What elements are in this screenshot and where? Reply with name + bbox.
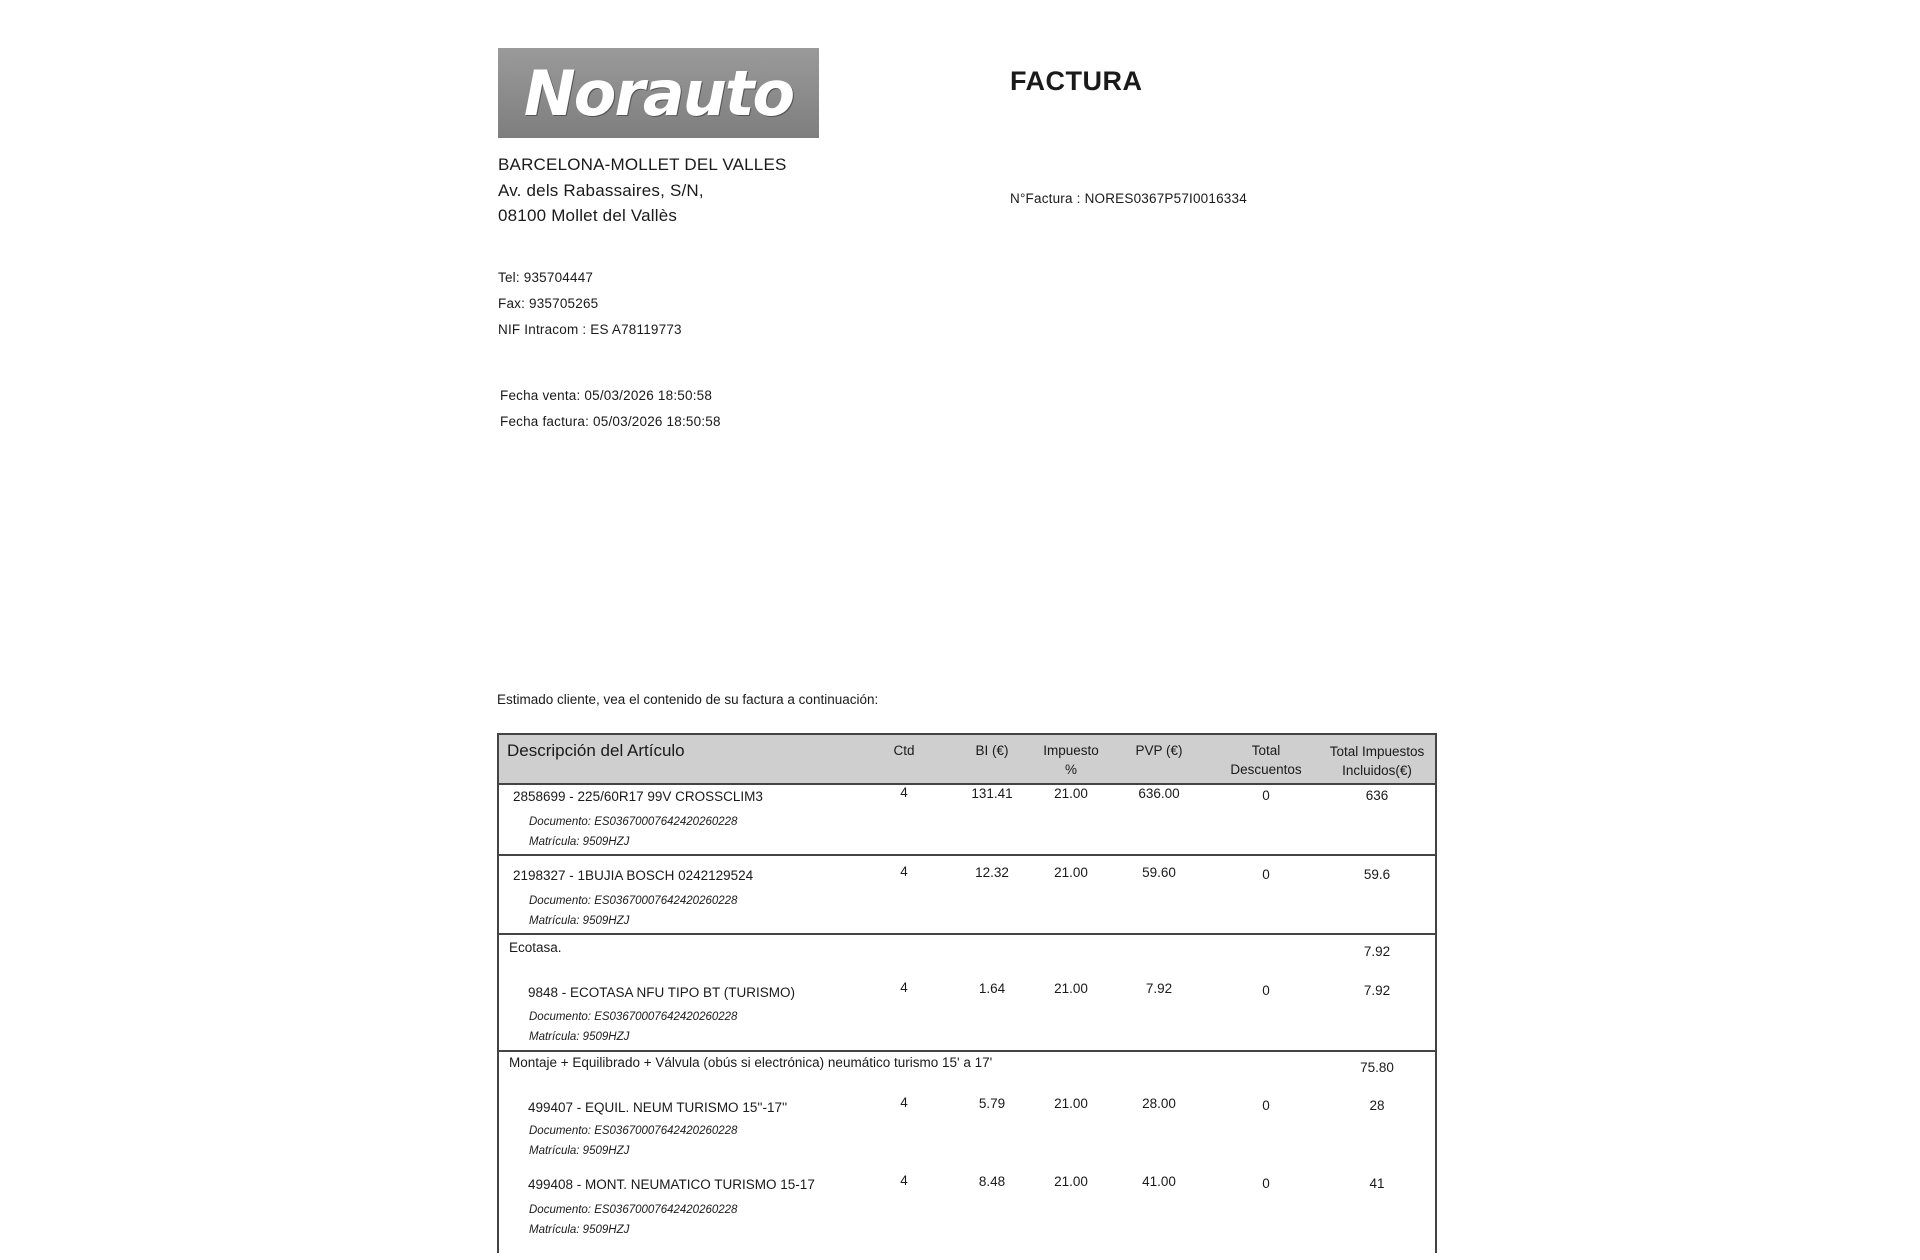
sale-date: Fecha venta: 05/03/2026 18:50:58 [500,388,713,403]
row-total: 7.92 [1363,983,1391,998]
row-quantity: 4 [900,980,908,995]
header-discounts-line1: Total [1251,743,1281,758]
header-discounts [1221,741,1311,779]
logo-text: Norauto [523,56,794,130]
row-base: 5.79 [978,1096,1006,1111]
row-discount: 0 [1262,1176,1270,1191]
row-tax: 21.00 [1054,786,1088,801]
table-header [499,735,1435,785]
row-tax: 21.00 [1054,865,1088,880]
row-total: 28 [1369,1098,1385,1113]
row-tax: 21.00 [1054,1174,1088,1189]
row-quantity: 4 [900,1173,908,1188]
header-tax [1031,741,1111,779]
header-quantity: Ctd [893,743,915,758]
store-fax: Fax: 935705265 [498,296,599,311]
group-total: 7.92 [1363,944,1391,959]
row-plate: Matrícula: 9509HZJ [529,1224,630,1236]
row-description: 9848 - ECOTASA NFU TIPO BT (TURISMO) [528,985,796,1000]
header-tax-line1: Impuesto [1043,743,1099,758]
row-discount: 0 [1262,788,1270,803]
store-address-line2: 08100 Mollet del Vallès [498,206,678,225]
row-description: 499407 - EQUIL. NEUM TURISMO 15''-17'' [528,1100,788,1115]
group-title: Montaje + Equilibrado + Válvula (obús si electrónica) neumático turismo 15' a 17' [509,1055,993,1070]
row-total: 636 [1365,788,1389,803]
norauto-logo [498,48,819,138]
intro-text: Estimado cliente, vea el contenido de su factura a continuación: [497,692,879,707]
header-total-line1: Total Impuestos [1329,744,1425,759]
row-total: 59.6 [1363,867,1391,882]
store-tel: Tel: 935704447 [498,270,594,285]
row-divider [499,854,1435,856]
invoice-number: N°Factura : NORES0367P57I0016334 [1010,191,1247,206]
items-table [497,733,1437,1253]
row-total: 41 [1369,1176,1385,1191]
row-pvp: 41.00 [1142,1174,1176,1189]
row-plate: Matrícula: 9509HZJ [529,1031,630,1043]
row-tax: 21.00 [1054,981,1088,996]
row-description: 2858699 - 225/60R17 99V CROSSCLIM3 [513,789,763,804]
header-total-line2: Incluidos(€) [1342,763,1412,778]
row-quantity: 4 [900,864,908,879]
header-discounts-line2: Descuentos [1230,762,1302,777]
row-document: Documento: ES03670007642420260228 [529,1204,738,1216]
row-discount: 0 [1262,867,1270,882]
header-pvp: PVP (€) [1135,743,1183,758]
row-base: 8.48 [978,1174,1006,1189]
row-tax: 21.00 [1054,1096,1088,1111]
row-pvp: 7.92 [1145,981,1173,996]
row-pvp: 28.00 [1142,1096,1176,1111]
invoice-title: FACTURA [1010,66,1143,96]
row-quantity: 4 [900,785,908,800]
row-discount: 0 [1262,983,1270,998]
row-document: Documento: ES03670007642420260228 [529,1011,738,1023]
row-document: Documento: ES03670007642420260228 [529,1125,738,1137]
row-quantity: 4 [900,1095,908,1110]
store-nif: NIF Intracom : ES A78119773 [498,322,682,337]
row-description: 499408 - MONT. NEUMATICO TURISMO 15-17 [528,1177,815,1192]
store-address-line1: Av. dels Rabassaires, S/N, [498,181,704,200]
row-base: 12.32 [975,865,1009,880]
header-description: Descripción del Artículo [507,741,685,760]
row-description: 2198327 - 1BUJIA BOSCH 0242129524 [513,868,754,883]
row-pvp: 636.00 [1138,786,1180,801]
row-divider [499,1050,1435,1052]
row-plate: Matrícula: 9509HZJ [529,915,630,927]
group-title: Ecotasa. [509,940,562,955]
invoice-date: Fecha factura: 05/03/2026 18:50:58 [500,414,721,429]
row-base: 1.64 [978,981,1006,996]
store-name: BARCELONA-MOLLET DEL VALLES [498,155,787,174]
row-plate: Matrícula: 9509HZJ [529,1145,630,1157]
row-discount: 0 [1262,1098,1270,1113]
header-base: BI (€) [975,743,1009,758]
header-total [1321,742,1433,780]
header-tax-line2: % [1064,762,1077,777]
row-document: Documento: ES03670007642420260228 [529,816,738,828]
row-pvp: 59.60 [1142,865,1176,880]
row-divider [499,933,1435,935]
row-document: Documento: ES03670007642420260228 [529,895,738,907]
group-total: 75.80 [1360,1060,1394,1075]
row-plate: Matrícula: 9509HZJ [529,836,630,848]
row-base: 131.41 [971,786,1013,801]
